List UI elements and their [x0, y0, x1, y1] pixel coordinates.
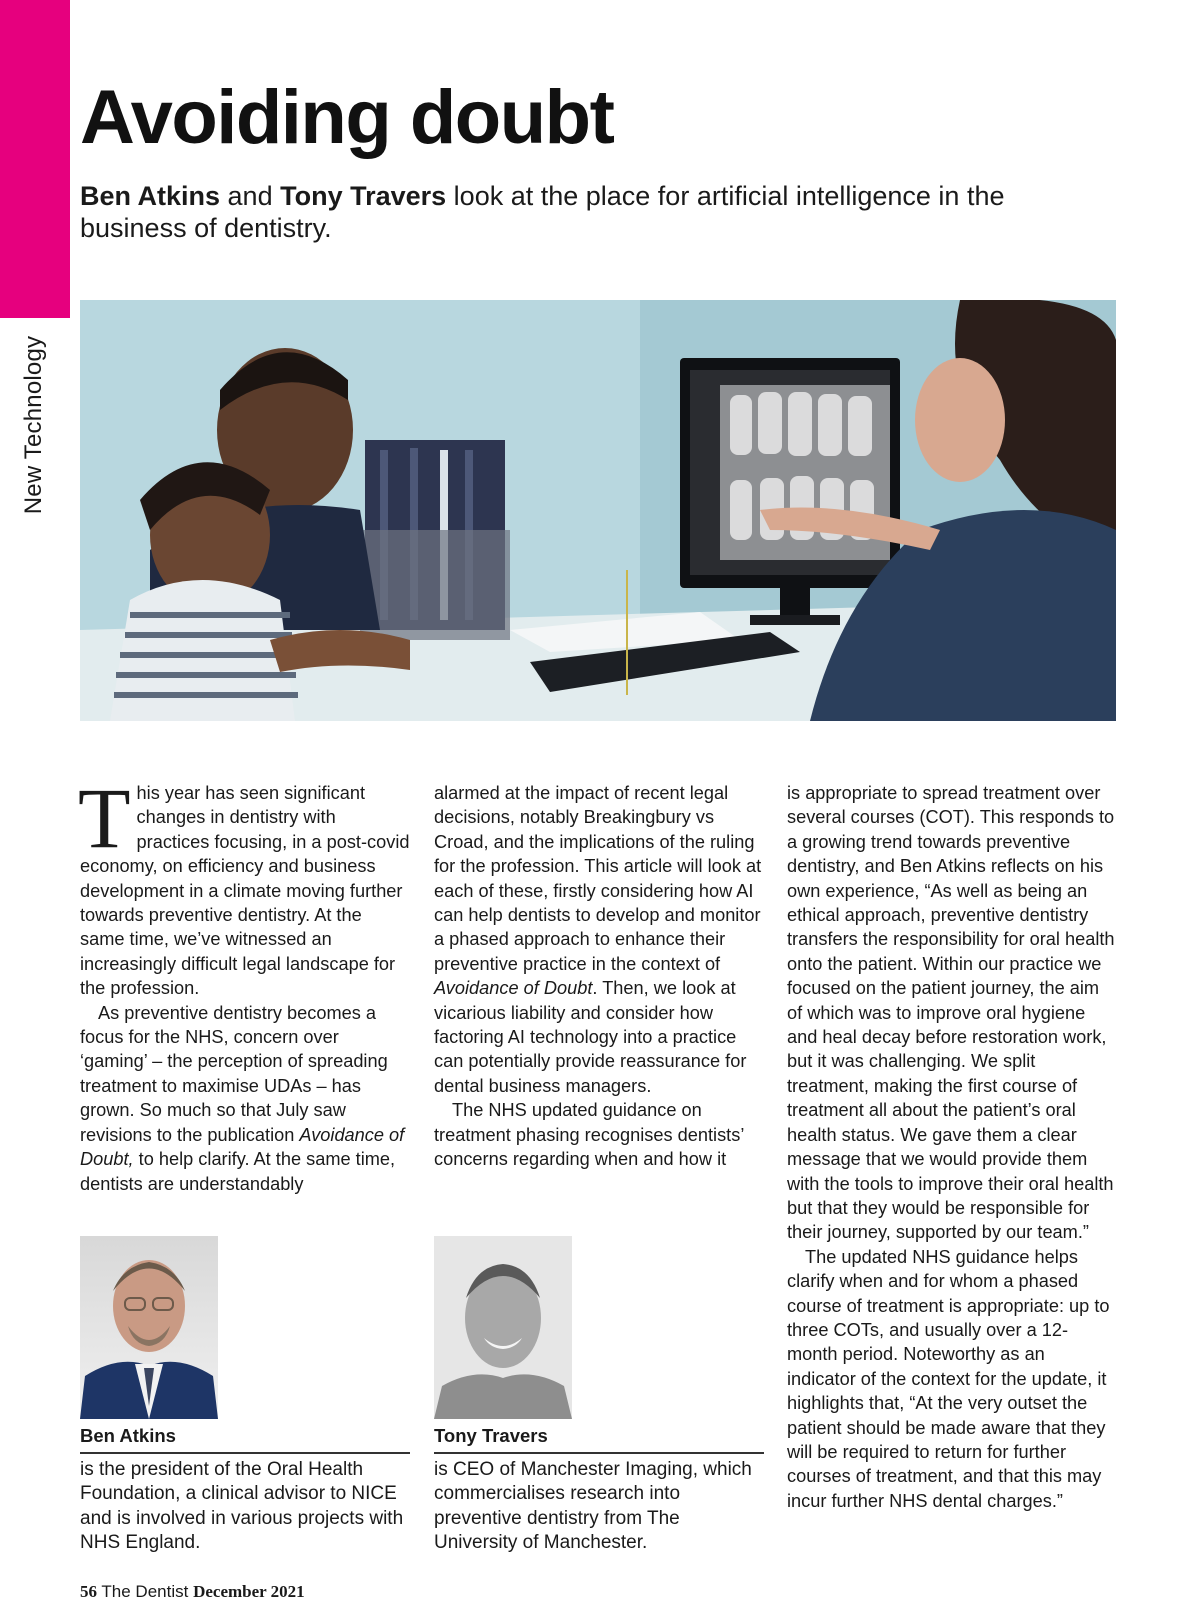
bio-text: is CEO of Manchester Imaging, which commercialises research into preventive dentistry from The University of Manchester. — [434, 1459, 752, 1554]
section-label: New Technology — [20, 335, 47, 515]
section-color-bar — [0, 0, 70, 318]
author-photo-tony-travers — [434, 1236, 572, 1419]
drop-cap: T — [78, 770, 131, 866]
paragraph: his year has seen significant changes in dentistry with practices focusing, in a post-covid economy, on efficiency and business development in a climate moving further towards preventive dentistry. At the same time, we’ve witnessed an increasingly difficult legal landscape for the profession. — [80, 783, 410, 999]
page-footer — [80, 1582, 305, 1602]
hero-photo — [80, 300, 1116, 721]
author-photo-ben-atkins — [80, 1236, 218, 1419]
page-number: 56 — [80, 1582, 97, 1601]
paragraph: is appropriate to spread treatment over several courses (COT). This responds to a growing trend towards preventive dentistry, and Ben Atkins reflects on his own experience, “As well as being an ethical approach, preventive dentistry transfers the responsibility for oral health onto the patient. Within our practice we focused on the patient journey, the aim of which was to improve oral hygiene and heal decay before restoration work, but it was challenging. We split treatment, making the first course of treatment all about the patient’s oral health status. We gave them a clear message that we would provide them with the tools to improve their oral health but that they would be responsible for their journey, supported by our team.” — [787, 783, 1115, 1243]
author-2: Tony Travers — [280, 181, 447, 211]
issue-date: December 2021 — [193, 1582, 305, 1601]
article-column-1 — [78, 770, 410, 1196]
bio-name: Tony Travers — [434, 1424, 764, 1454]
paragraph: The updated NHS guidance helps clarify when and for whom a phased course of treatment is appropriate: up to three COTs, and usually over a 12-month period. Noteworthy as an indicator of the context for the update, it highlights that, “At the very outset the patient should be made aware that they will be required to return for further courses of treatment, and that this may incur further NHS dental charges.” — [787, 1246, 1110, 1511]
publication-name: The Dentist — [97, 1582, 194, 1601]
standfirst: Ben Atkins and Tony Travers look at the place for artificial intelligence in the business of dentistry. — [80, 181, 1005, 243]
article-column-3 — [787, 781, 1117, 1513]
author-1: Ben Atkins — [80, 181, 221, 211]
article-title: Avoiding doubt — [80, 75, 614, 160]
author-bio-ben-atkins — [80, 1424, 410, 1556]
bio-text: is the president of the Oral Health Foundation, a clinical advisor to NICE and is involved in various projects with NHS England. — [80, 1459, 404, 1554]
author-bio-tony-travers — [434, 1424, 764, 1556]
bio-name: Ben Atkins — [80, 1424, 410, 1454]
article-column-2 — [434, 781, 764, 1172]
paragraph: As preventive dentistry becomes a focus for the NHS, concern over ‘gaming’ – the perception of spreading treatment to maximise UDAs – has grown. So much so that July saw revisions to the publication Avoidance of Doubt, to help clarify. At the same time, dentists are understandably — [80, 1002, 405, 1194]
paragraph: alarmed at the impact of recent legal decisions, notably Breakingbury vs Croad, and the implications of the ruling for the profession. This article will look at each of these, firstly considering how AI can help dentists to develop and monitor a phased approach to enhance their preventive practice in the context of Avoidance of Doubt. Then, we look at vicarious liability and consider how factoring AI technology into a practice can potentially provide reassurance for dental business managers. — [434, 783, 762, 1096]
paragraph: The NHS updated guidance on treatment phasing recognises dentists’ concerns regarding when and how it — [434, 1100, 744, 1170]
